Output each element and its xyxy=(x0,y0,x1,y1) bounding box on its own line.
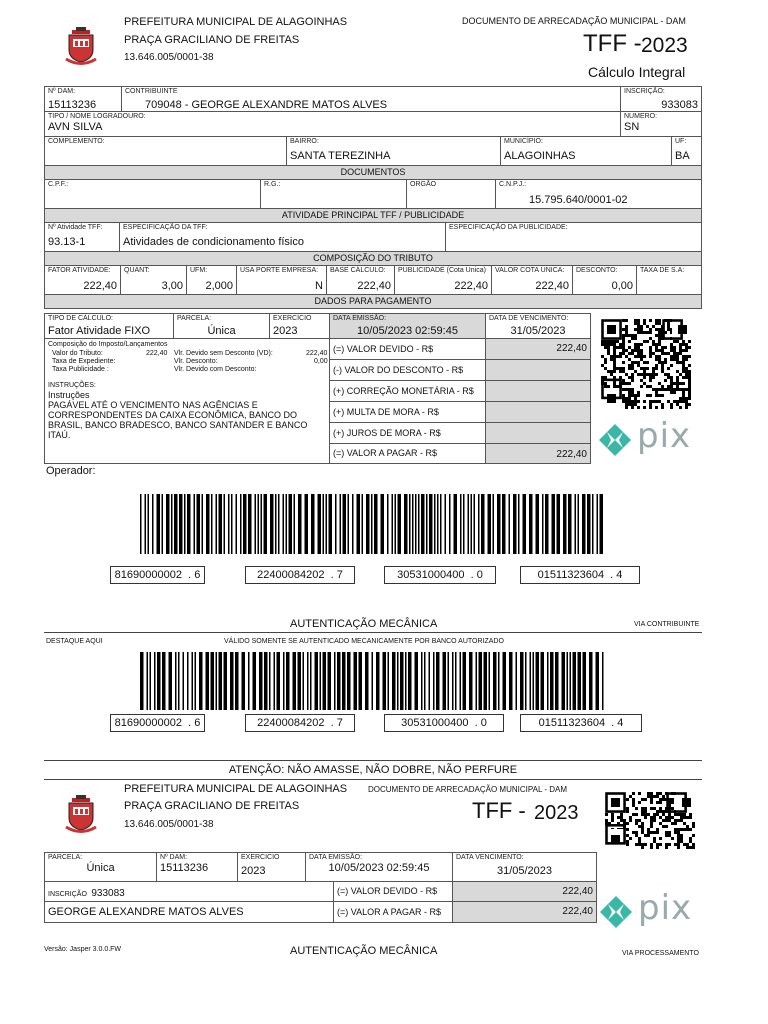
multa-value xyxy=(485,401,591,423)
code-num: 22400084202 xyxy=(257,717,325,729)
publ-label: PUBLICIDADE (Cota Única) xyxy=(398,267,486,274)
parcela-label: PARCELA: xyxy=(177,315,212,322)
tipo-value: AVN SILVA xyxy=(48,121,103,133)
b-inscricao-value: 933083 xyxy=(91,888,125,899)
bottom-tff-label: TFF - xyxy=(472,798,526,823)
b-emissao-cell xyxy=(305,852,453,882)
tipo-label: TIPO / NOME LOGRADOURO: xyxy=(48,113,146,120)
ativ-num-value: 93.13-1 xyxy=(48,236,86,248)
ativ-num-label: Nº Atividade TFF: xyxy=(48,224,103,231)
barcode-icon xyxy=(140,652,606,710)
tipo-calc-value: Fator Atividade FIXO xyxy=(48,325,151,337)
versao-label: Versão: Jasper 3.0.0.FW xyxy=(44,946,122,953)
header-org: PREFEITURA MUNICIPAL DE ALAGOINHAS xyxy=(124,16,348,28)
code-box: 22400084202 . 7 xyxy=(245,714,355,732)
b-valor-devido-label: (=) VALOR DEVIDO - R$ xyxy=(333,881,453,902)
numero-label: NUMERO: xyxy=(624,113,658,120)
rg-label: R.G.: xyxy=(264,181,281,188)
valido-label: VÁLIDO SOMENTE SE AUTENTICADO MECANICAMENTE POR BANCO AUTORIZADO xyxy=(224,638,504,645)
ativ-espec-label: ESPECIFICAÇÃO DA TFF: xyxy=(123,224,208,231)
tipo-calc-cell xyxy=(44,313,174,339)
autenticacao-label: AUTENTICAÇÃO MECÂNICA xyxy=(290,618,438,630)
correcao-value xyxy=(485,380,591,402)
valor-tributo-label: Valor do Tributo: xyxy=(52,350,103,357)
quant-value: 3,00 xyxy=(161,280,183,292)
atividade-header: ATIVIDADE PRINCIPAL TFF / PUBLICIDADE xyxy=(44,208,702,223)
ndam-label: Nº DAM: xyxy=(48,88,76,95)
publ-cell xyxy=(394,265,492,295)
bairro-label: BAIRRO: xyxy=(290,138,319,145)
b-inscricao-label: INSCRIÇÃO xyxy=(48,891,87,898)
exercicio-cell xyxy=(269,313,330,339)
ndam-value: 15113236 xyxy=(48,99,97,111)
via-processamento: VIA PROCESSAMENTO xyxy=(622,950,699,957)
comp-title: Composição do Imposto/Lançamentos xyxy=(48,341,168,348)
composicao-header: COMPOSIÇÃO DO TRIBUTO xyxy=(44,251,702,266)
code-num: 81690000002 xyxy=(114,569,182,581)
ufm-cell xyxy=(186,265,237,295)
fator-value: 222,40 xyxy=(83,280,117,292)
exercicio-value: 2023 xyxy=(273,325,298,337)
doc-title: DOCUMENTO DE ARRECADAÇÃO MUNICIPAL - DAM xyxy=(462,16,686,26)
municipio-cell xyxy=(500,136,672,166)
instrucoes-text: PAGÁVEL ATÉ O VENCIMENTO NAS AGÊNCIAS E CORRESPONDENTES DA CAIXA ECONÔMICA, BANCO DO BRASIL, BANCO BRADESCO, BANCO SANTANDER E BANCO ITAÚ. xyxy=(48,400,308,440)
municipio-value: ALAGOINHAS xyxy=(504,150,576,162)
tipo-cell xyxy=(44,111,621,137)
via-contribuinte: VIA CONTRIBUINTE xyxy=(634,621,700,628)
cnpj-value: 15.795.640/0001-02 xyxy=(529,194,628,206)
b-ndam-value: 15113236 xyxy=(160,862,209,874)
ativ-pub-label: ESPECIFICAÇÃO DA PUBLICIDADE: xyxy=(449,224,568,231)
ufm-value: 2,000 xyxy=(205,280,233,292)
vd-com-desc-label: Vlr. Devido com Desconto: xyxy=(174,366,257,373)
taxa-publicidade-label: Taxa Publicidade : xyxy=(52,366,109,373)
numero-value: SN xyxy=(624,121,640,133)
instrucoes-title: Instruções xyxy=(48,390,90,400)
bairro-value: SANTA TEREZINHA xyxy=(290,150,391,162)
code-dv: 0 xyxy=(476,569,483,581)
valor-pagar-value: 222,40 xyxy=(485,443,591,464)
porte-value: N xyxy=(315,280,323,292)
code-num: 01511323604 xyxy=(538,717,606,729)
code-box: 81690000002 . 6 xyxy=(110,566,205,584)
inscr-cell xyxy=(620,86,702,112)
juros-value xyxy=(485,422,591,444)
separator xyxy=(44,779,702,780)
base-cell xyxy=(326,265,395,295)
pagamento-header: DADOS PARA PAGAMENTO xyxy=(44,294,702,309)
base-value: 222,40 xyxy=(357,280,391,292)
multa-label: (+) MULTA DE MORA - R$ xyxy=(329,401,486,423)
code-num: 22400084202 xyxy=(257,569,325,581)
bottom-org: PREFEITURA MUNICIPAL DE ALAGOINHAS xyxy=(124,783,348,795)
b-ndam-cell xyxy=(156,852,238,882)
code-box: 30531000400 . 0 xyxy=(384,566,496,584)
vlr-desconto-value: 0,00 xyxy=(314,358,328,365)
correcao-label: (+) CORREÇÃO MONETÁRIA - R$ xyxy=(329,380,486,402)
barcode-icon xyxy=(140,494,606,554)
contrib-value: 709048 - GEORGE ALEXANDRE MATOS ALVES xyxy=(145,99,388,111)
code-box: 30531000400 . 0 xyxy=(384,714,504,732)
complemento-cell xyxy=(44,136,287,166)
cota-label: VALOR COTA ÚNICA: xyxy=(495,267,565,274)
publ-value: 222,40 xyxy=(454,280,488,292)
city-crest-icon xyxy=(64,794,98,832)
tff-year: 2023 xyxy=(641,34,688,57)
cota-cell xyxy=(491,265,573,295)
juros-label: (+) JUROS DE MORA - R$ xyxy=(329,422,486,444)
ndam-cell xyxy=(44,86,122,112)
quant-label: QUANT: xyxy=(124,267,150,274)
emissao-label: DATA EMISSÃO: xyxy=(333,315,387,322)
pix-logo-icon xyxy=(597,416,707,460)
porte-label: USA PORTE EMPRESA: xyxy=(240,267,319,274)
header-cnpj: 13.646.005/0001-38 xyxy=(124,52,214,63)
municipio-label: MUNICÍPIO: xyxy=(504,138,543,145)
atencao-label: ATENÇÃO: NÃO AMASSE, NÃO DOBRE, NÃO PERFURE xyxy=(228,764,518,776)
exercicio-label: EXERCÍCIO xyxy=(273,315,312,322)
cnpj-label: C.N.P.J.: xyxy=(499,181,527,188)
porte-cell xyxy=(236,265,327,295)
code-dv: 4 xyxy=(617,717,624,729)
desconto-value: 0,00 xyxy=(611,280,633,292)
destaque-label: DESTAQUE AQUI xyxy=(46,638,103,645)
uf-label: UF: xyxy=(675,138,687,145)
tipo-calc-label: TIPO DE CÁLCULO: xyxy=(48,315,113,322)
b-ndam-label: Nº DAM: xyxy=(160,854,188,861)
b-valor-pagar-value: 222,40 xyxy=(452,901,597,923)
b-emissao-value: 10/05/2023 02:59:45 xyxy=(328,862,430,874)
ufm-label: UFM: xyxy=(190,267,208,274)
desconto-label: DESCONTO: xyxy=(576,267,618,274)
orgao-label: ORGÃO xyxy=(410,181,437,188)
cota-value: 222,40 xyxy=(535,280,569,292)
base-label: BASE CÁLCULO: xyxy=(330,267,386,274)
b-contribuinte: GEORGE ALEXANDRE MATOS ALVES xyxy=(44,901,334,923)
b-parcela-label: PARCELA: xyxy=(48,854,83,861)
b-valor-pagar-label: (=) VALOR A PAGAR - R$ xyxy=(333,901,453,923)
code-box: 01511323604 . 4 xyxy=(520,566,640,584)
ativ-espec-value: Atividades de condicionamento físico xyxy=(123,236,304,248)
tff-label: TFF - xyxy=(583,30,642,57)
contrib-label: CONTRIBUINTE xyxy=(125,88,178,95)
vencimento-value: 31/05/2023 xyxy=(510,325,566,337)
qr-code-icon xyxy=(605,792,697,850)
code-dv: 7 xyxy=(336,569,343,581)
pix-logo-icon xyxy=(598,888,708,932)
rg-cell xyxy=(260,179,407,209)
taxa-sa-label: TAXA DE S.A: xyxy=(640,267,685,274)
inscr-value: 933083 xyxy=(661,99,698,111)
vencimento-label: DATA DE VENCIMENTO: xyxy=(489,315,569,322)
ativ-num-cell xyxy=(44,222,120,252)
documentos-header: DOCUMENTOS xyxy=(44,165,702,180)
b-exercicio-label: EXERCICIO xyxy=(241,854,280,861)
vd-sem-desc-value: 222,40 xyxy=(306,350,328,357)
cpf-cell xyxy=(44,179,261,209)
code-dv: 0 xyxy=(480,717,487,729)
parcela-value: Única xyxy=(207,325,236,337)
uf-cell xyxy=(671,136,702,166)
emissao-value: 10/05/2023 02:59:45 xyxy=(357,325,458,337)
header-address: PRAÇA GRACILIANO DE FREITAS xyxy=(124,34,300,46)
b-inscricao-cell xyxy=(44,881,334,902)
operador-label: Operador: xyxy=(46,465,96,477)
b-parcela-cell xyxy=(44,852,157,882)
b-exercicio-value: 2023 xyxy=(241,865,266,877)
valor-desconto-value xyxy=(485,359,591,381)
composicao-lancamentos xyxy=(44,338,330,464)
desconto-cell xyxy=(572,265,637,295)
code-num: 01511323604 xyxy=(537,569,605,581)
valor-devido-label: (=) VALOR DEVIDO - R$ xyxy=(329,338,486,360)
bottom-address: PRAÇA GRACILIANO DE FREITAS xyxy=(124,800,300,812)
ativ-espec-cell xyxy=(119,222,446,252)
valor-tributo-value: 222,40 xyxy=(146,350,168,357)
vencimento-cell xyxy=(485,313,591,339)
code-dv: 6 xyxy=(194,717,201,729)
code-num: 30531000400 xyxy=(397,569,465,581)
inscr-label: INSCRIÇÃO: xyxy=(624,88,665,95)
quant-cell xyxy=(120,265,187,295)
bottom-cnpj: 13.646.005/0001-38 xyxy=(124,819,214,830)
code-box: 01511323604 . 4 xyxy=(520,714,642,732)
uf-value: BA xyxy=(675,150,690,162)
city-crest-icon xyxy=(64,26,98,64)
b-parcela-value: Única xyxy=(86,862,115,874)
bottom-doc-title: DOCUMENTO DE ARRECADAÇÃO MUNICIPAL - DAM xyxy=(368,785,567,794)
separator xyxy=(44,760,702,761)
taxa-expediente-label: Taxa de Expediente: xyxy=(52,358,116,365)
cnpj-cell xyxy=(495,179,702,209)
contrib-cell xyxy=(121,86,621,112)
code-dv: 4 xyxy=(616,569,623,581)
b-valor-devido-value: 222,40 xyxy=(452,881,597,902)
code-dv: 7 xyxy=(336,717,343,729)
fator-cell xyxy=(44,265,121,295)
qr-code-icon xyxy=(601,319,693,409)
cut-line xyxy=(44,632,702,633)
cpf-label: C.P.F.: xyxy=(48,181,69,188)
bairro-cell xyxy=(286,136,501,166)
b-vencimento-value: 31/05/2023 xyxy=(496,865,553,877)
b-vencimento-cell xyxy=(452,852,597,882)
b-exercicio-cell xyxy=(237,852,306,882)
parcela-cell xyxy=(173,313,270,339)
fator-label: FATOR ATIVIDADE: xyxy=(48,267,111,274)
bottom-tff-year: 2023 xyxy=(534,802,579,824)
taxa-sa-cell xyxy=(636,265,702,295)
valor-desconto-label: (-) VALOR DO DESCONTO - R$ xyxy=(329,359,486,381)
emissao-cell xyxy=(329,313,486,339)
code-box: 22400084202 . 7 xyxy=(245,566,355,584)
b-vencimento-label: DATA VENCIMENTO: xyxy=(456,854,524,861)
valor-devido-value: 222,40 xyxy=(485,338,591,360)
vd-sem-desc-label: Vlr. Devido sem Desconto (VD): xyxy=(174,350,273,357)
numero-cell xyxy=(620,111,702,137)
b-autenticacao-label: AUTENTICAÇÃO MECÂNICA xyxy=(290,945,438,957)
code-box: 81690000002 . 6 xyxy=(110,714,205,732)
instrucoes-label: INSTRUÇÕES: xyxy=(48,382,96,389)
pix-text: pix xyxy=(638,888,693,928)
code-dv: 6 xyxy=(194,569,201,581)
orgao-cell xyxy=(406,179,496,209)
valor-pagar-label: (=) VALOR A PAGAR - R$ xyxy=(329,443,486,464)
code-num: 30531000400 xyxy=(401,717,469,729)
vlr-desconto-label: Vlr. Desconto: xyxy=(174,358,218,365)
ativ-pub-cell xyxy=(445,222,702,252)
calc-type: Cálculo Integral xyxy=(588,64,686,80)
complemento-label: COMPLEMENTO: xyxy=(48,138,105,145)
b-emissao-label: DATA EMISSÃO: xyxy=(309,854,363,861)
pix-text: pix xyxy=(637,416,692,456)
code-num: 81690000002 xyxy=(114,717,182,729)
